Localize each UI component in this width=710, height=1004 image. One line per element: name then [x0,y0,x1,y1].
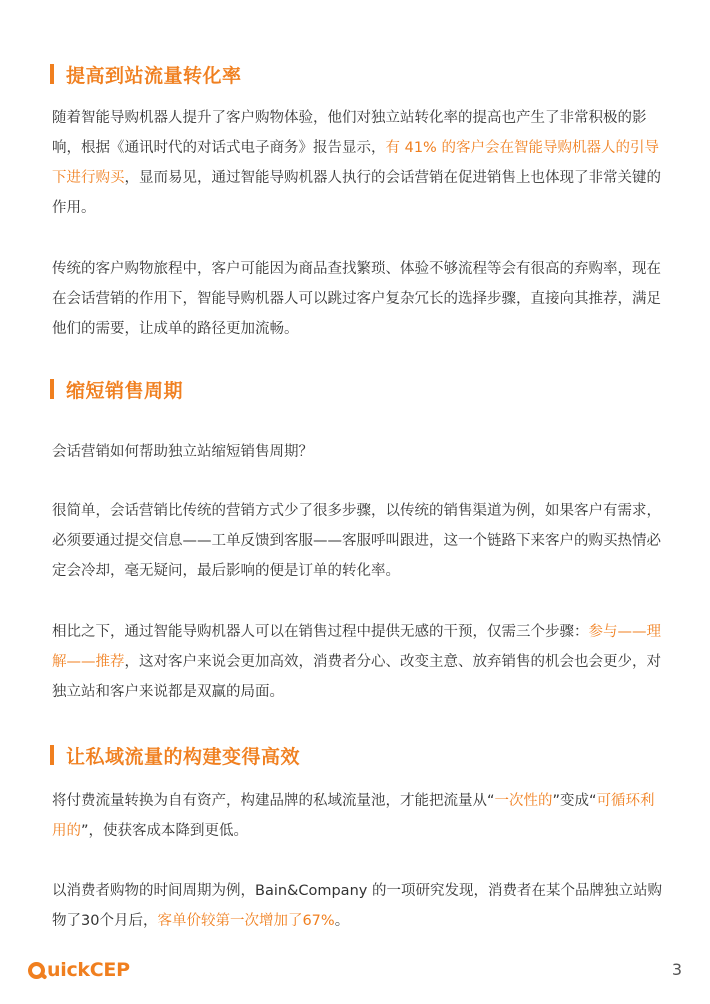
text-run: ”，使获客成本降到更低。 [81,823,249,839]
paragraph-sales-steps [52,617,662,707]
text-run: 以消费者购物的时间周期为例，Bain&Company 的一项研究发现，消费者在某个品牌独立站购物了30个月后， [52,883,662,929]
text-run: 将付费流量转换为自有资产，构建品牌的私域流量池，才能把流量从“ [52,793,495,809]
text-run: 。 [334,913,350,929]
page-number: 3 [671,960,682,979]
text-run: ，显而易见，通过智能导购机器人执行的会话营销在促进销售上也体现了非常关键的作用。 [52,170,661,216]
paragraph-sales-explanation: 很简单，会话营销比传统的营销方式少了很多步骤，以传统的销售渠道为例，如果客户有需求，必须要通过提交信息——工单反馈到客服——客服呼叫跟进，这一个链路下来客户的购买热情必定会冷却，毫无疑问，最后影响的便是订单的转化率。 [52,503,661,579]
logo-text-uick: uick [47,959,90,981]
logo-text-cep: CEP [89,959,130,981]
highlight-text: 可循环利用的 [52,793,655,839]
text-run: ，这对客户来说会更加高效，消费者分心、改变主意、放弃销售的机会也会更少，对独立站和客户来说都是双赢的局面。 [52,654,661,700]
highlight-text: 有 41% 的客户会在智能导购机器人的引导下进行购买 [52,140,659,186]
highlight-text: 一次性的 [494,793,553,809]
heading-accent-bar [50,379,54,399]
heading-accent-bar [50,745,54,765]
heading-accent-bar [50,64,54,84]
section-heading-conversion [50,60,242,88]
paragraph-private-traffic-2 [52,876,662,936]
text-run: 随着智能导购机器人提升了客户购物体验，他们对独立站转化率的提高也产生了非常积极的影响，根据《通讯时代的对话式电子商务》报告显示， [52,110,647,156]
text-run: 相比之下，通过智能导购机器人可以在销售过程中提供无感的干预，仅需三个步骤： [52,624,589,640]
quickcep-logo [28,957,130,983]
section-heading-private-traffic [50,741,300,769]
section-heading-text: 提高到站流量转化率 [66,64,242,87]
paragraph-conversion-2: 传统的客户购物旅程中，客户可能因为商品查找繁琐、体验不够流程等会有很高的弃购率，现在在会话营销的作用下，智能导购机器人可以跳过客户复杂冗长的选择步骤，直接向其推荐，满足他们的需要，让成单的路径更加流畅。 [52,261,661,337]
section-heading-sales-cycle [50,375,183,403]
paragraph-private-traffic-1 [52,786,662,846]
highlight-text: 客单价较第一次增加了67% [157,913,335,929]
highlight-text: 参与——理解——推荐 [52,624,661,670]
text-run: ”变成“ [552,793,597,809]
logo-q-icon [28,962,45,979]
section-heading-text: 让私域流量的构建变得高效 [66,745,301,768]
paragraph-sales-question: 会话营销如何帮助独立站缩短销售周期？ [52,444,313,460]
section-heading-text: 缩短销售周期 [66,379,184,402]
paragraph-conversion-1 [52,103,662,223]
